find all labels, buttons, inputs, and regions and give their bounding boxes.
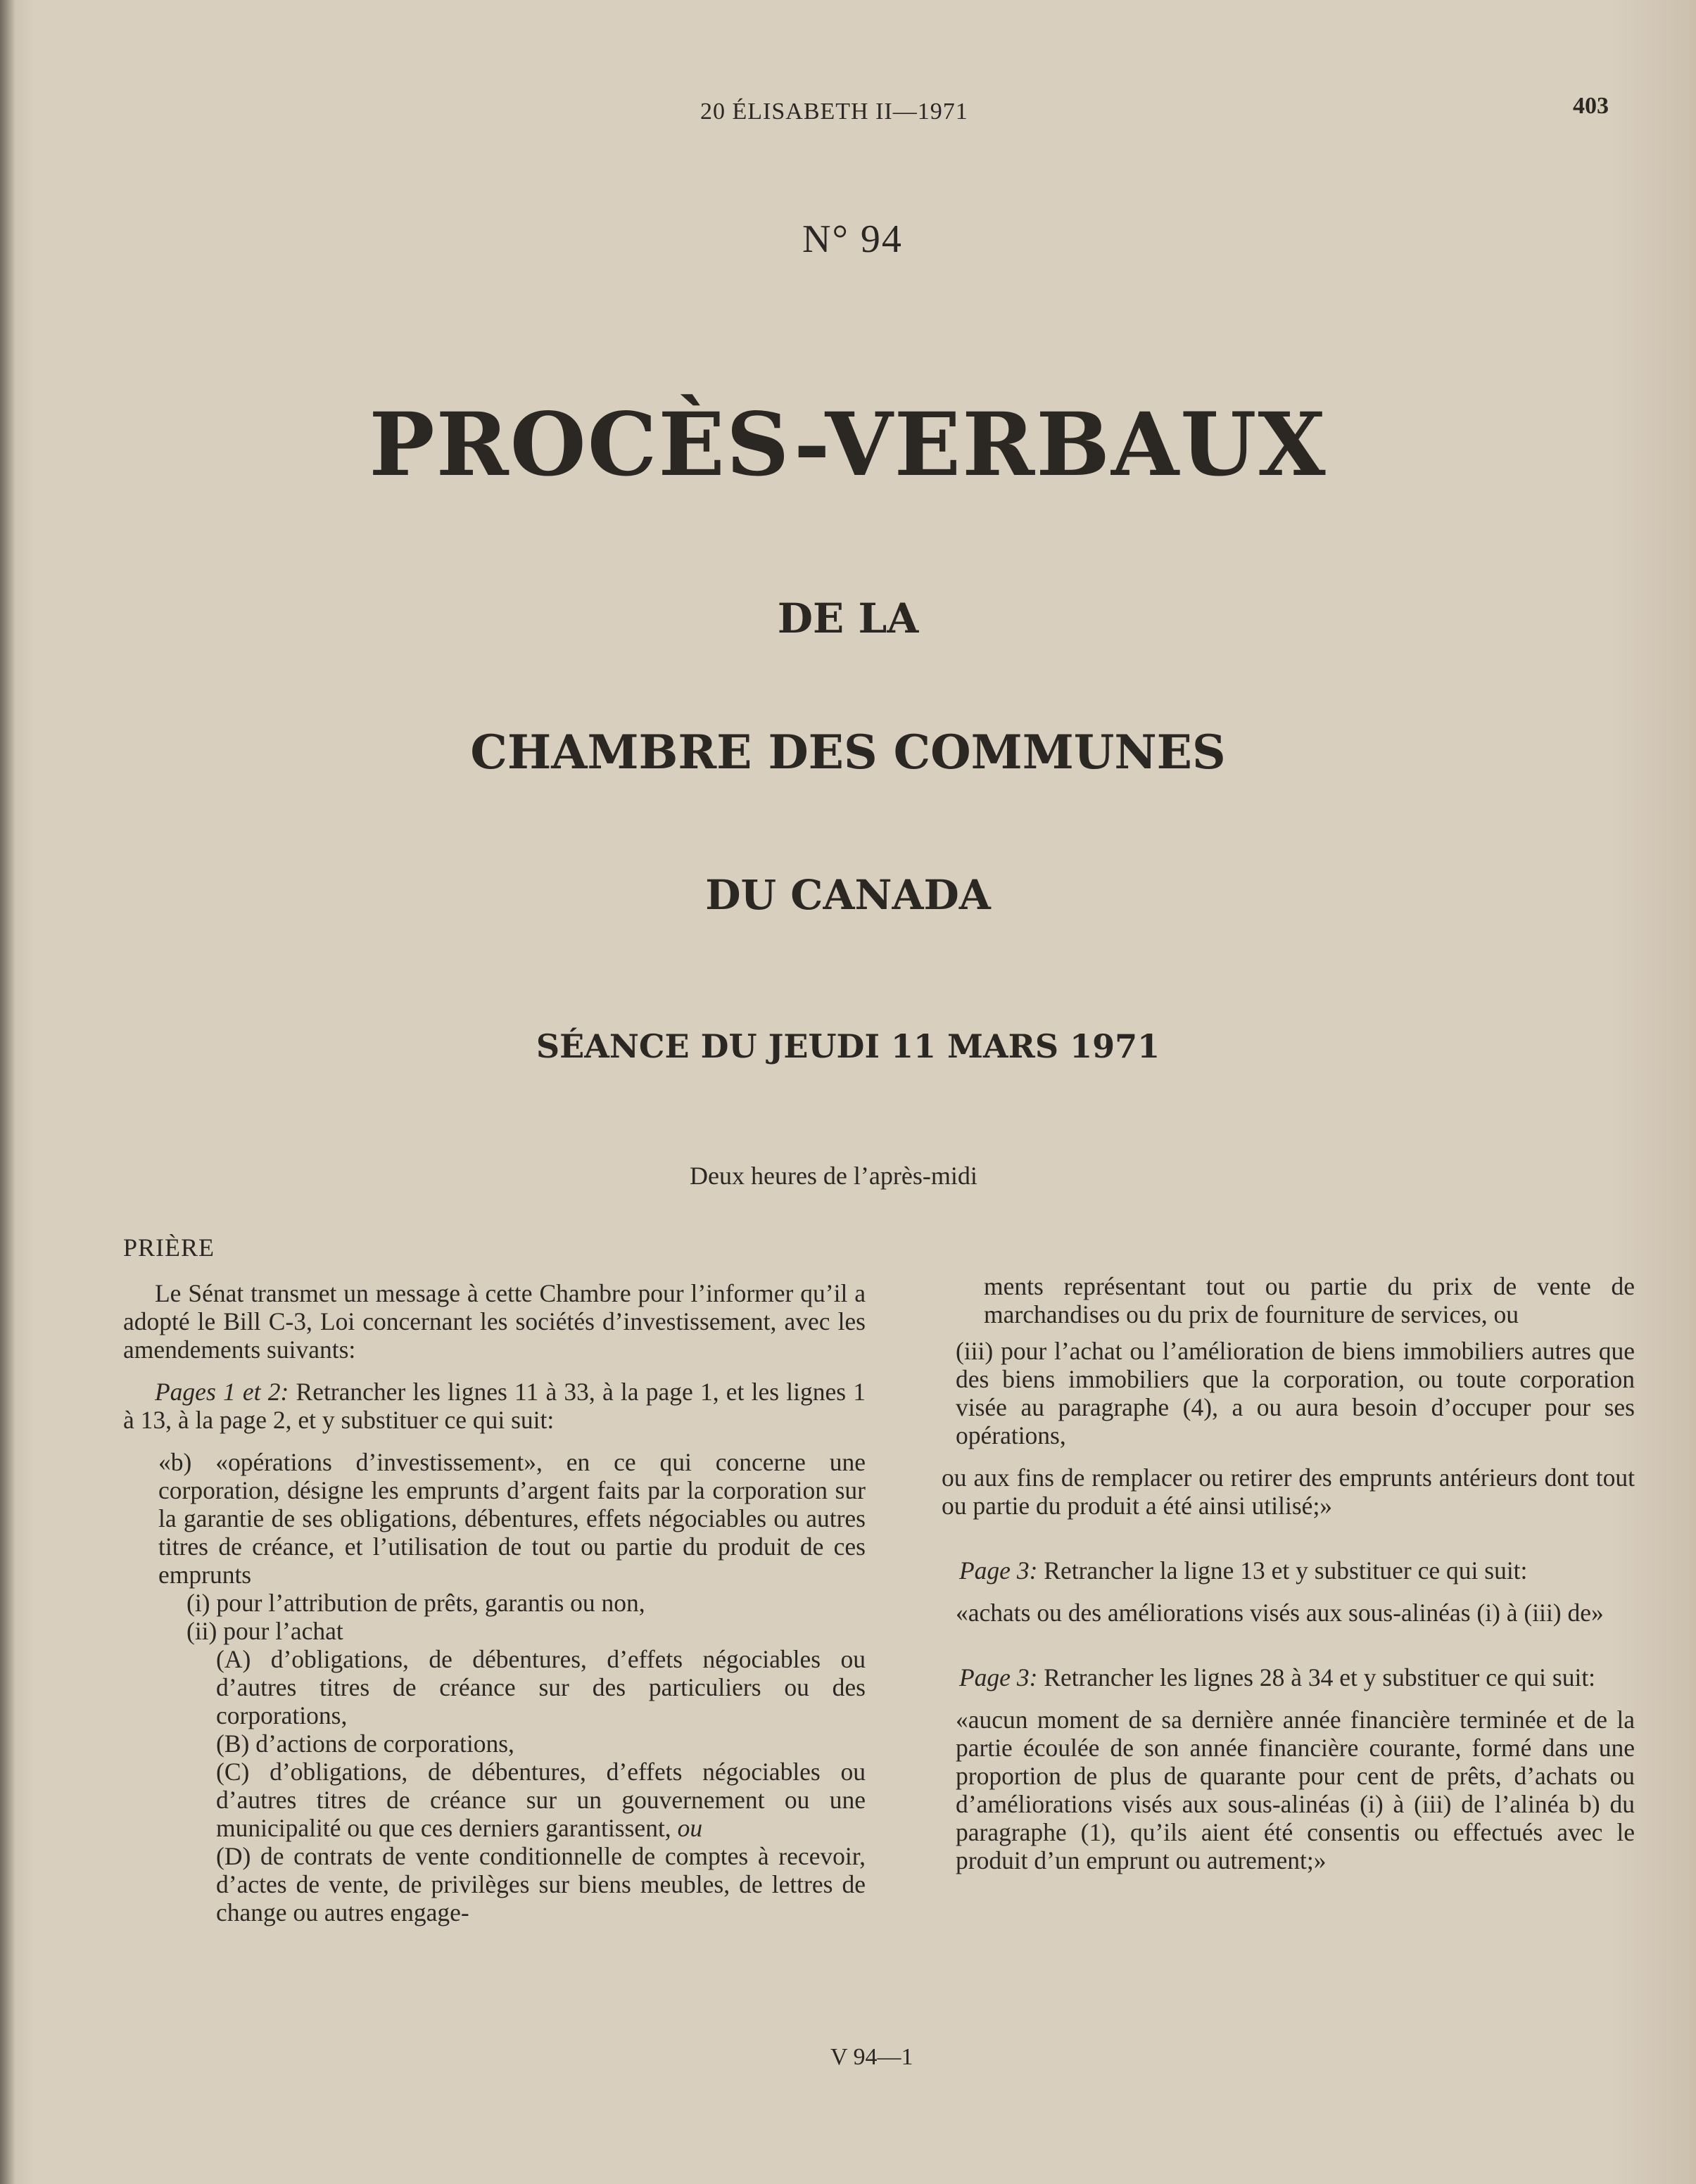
quote-closing: ou aux fins de remplacer ou retirer des emprunts antérieurs dont tout ou partie du produit a été ainsi utilisé;» xyxy=(942,1464,1635,1520)
quote-item-D-continued: ments représentant tout ou partie du prix de vente de marchandises ou du prix de fourniture de services, ou xyxy=(984,1272,1635,1328)
senate-message-paragraph: Le Sénat transmet un message à cette Chambre pour l’informer qu’il a adopté le Bill C-3, Loi concernant les sociétés d’investissement, avec les amendements suivants: xyxy=(123,1279,866,1364)
section-heading: PRIÈRE xyxy=(123,1233,215,1262)
amendment-text: Retrancher les lignes 11 à 33, à la page 1, et les lignes 1 à 13, à la page 2, et y substituer ce qui suit: xyxy=(123,1378,866,1434)
quote-item-i: (i) pour l’attribution de prêts, garantis ou non, xyxy=(186,1589,645,1617)
page-number: 403 xyxy=(1573,93,1609,119)
session-date: SÉANCE DU JEUDI 11 MARS 1971 xyxy=(536,1027,1160,1065)
right-column xyxy=(928,1272,1635,1874)
subtitle-chamber: CHAMBRE DES COMMUNES xyxy=(470,725,1226,780)
amendment-page-3-b xyxy=(928,1663,1635,1691)
quote-item-A: (A) d’obligations, de débentures, d’effets négociables ou d’autres titres de créance sur des particuliers ou des corporations, xyxy=(216,1645,866,1729)
amendment-text: Retrancher la ligne 13 et y substituer ce qui suit: xyxy=(1037,1556,1528,1585)
quote-item-D: (D) de contrats de vente conditionnelle de comptes à recevoir, d’actes de vente, de privilèges sur biens meubles, de lettres de change ou autres engage- xyxy=(216,1842,866,1926)
running-head: 20 ÉLISABETH II—1971 xyxy=(700,99,968,125)
quote-page-3-a: «achats ou des améliorations visés aux sous-alinéas (i) à (iii) de» xyxy=(956,1599,1604,1627)
subtitle-de-la: DE LA xyxy=(777,595,919,642)
amendment-label: Pages 1 et 2: xyxy=(155,1378,289,1406)
quote-definition: «b) «opérations d’investissement», en ce qui concerne une corporation, désigne les emprunts d’argent faits par la corporation sur la garantie de ses obligations, débentures, effets négociables ou autres titres de créance, et l’utilisation de tout ou partie du produit de ces emprunts xyxy=(158,1448,866,1589)
quote-item-iii: (iii) pour l’achat ou l’amélioration de biens immobiliers autres que des biens immobiliers que la corporation, ou toute corporation visée au paragraphe (4), a ou aura besoin d’occuper pour ses opérations, xyxy=(956,1337,1635,1449)
issue-number: N° 94 xyxy=(802,217,903,261)
left-column xyxy=(123,1279,866,1926)
quote-item-C-ou: ou xyxy=(677,1814,703,1842)
amendment-pages-1-2 xyxy=(123,1378,866,1434)
footer-code: V 94—1 xyxy=(830,2044,913,2070)
quote-item-C-text: (C) d’obligations, de débentures, d’effets négociables ou d’autres titres de créance sur un gouvernement ou une municipalité ou que ces derniers garantissent, xyxy=(216,1758,866,1842)
amendment-text: Retrancher les lignes 28 à 34 et y substituer ce qui suit: xyxy=(1037,1663,1596,1691)
quote-page-3-b: «aucun moment de sa dernière année financière terminée et de la partie écoulée de son année financière courante, formé dans une proportion de plus de quarante pour cent de prêts, d’achats ou d’améliorations visés aux sous-alinéas (i) à (iii) de l’alinéa b) du paragraphe (1), qu’ils aient été consentis ou effectués avec le produit d’un emprunt ou autrement;» xyxy=(956,1706,1635,1874)
amendment-page-3-a xyxy=(928,1556,1635,1585)
amendment-label: Page 3: xyxy=(959,1663,1038,1691)
subtitle-country: DU CANADA xyxy=(705,871,991,919)
quote-item-B: (B) d’actions de corporations, xyxy=(216,1729,514,1758)
quote-item-ii: (ii) pour l’achat xyxy=(186,1617,343,1645)
main-title: PROCÈS-VERBAUX xyxy=(369,394,1327,496)
quote-item-C xyxy=(123,1758,866,1842)
session-time: Deux heures de l’après-midi xyxy=(690,1162,977,1190)
amendment-label: Page 3: xyxy=(959,1556,1038,1585)
